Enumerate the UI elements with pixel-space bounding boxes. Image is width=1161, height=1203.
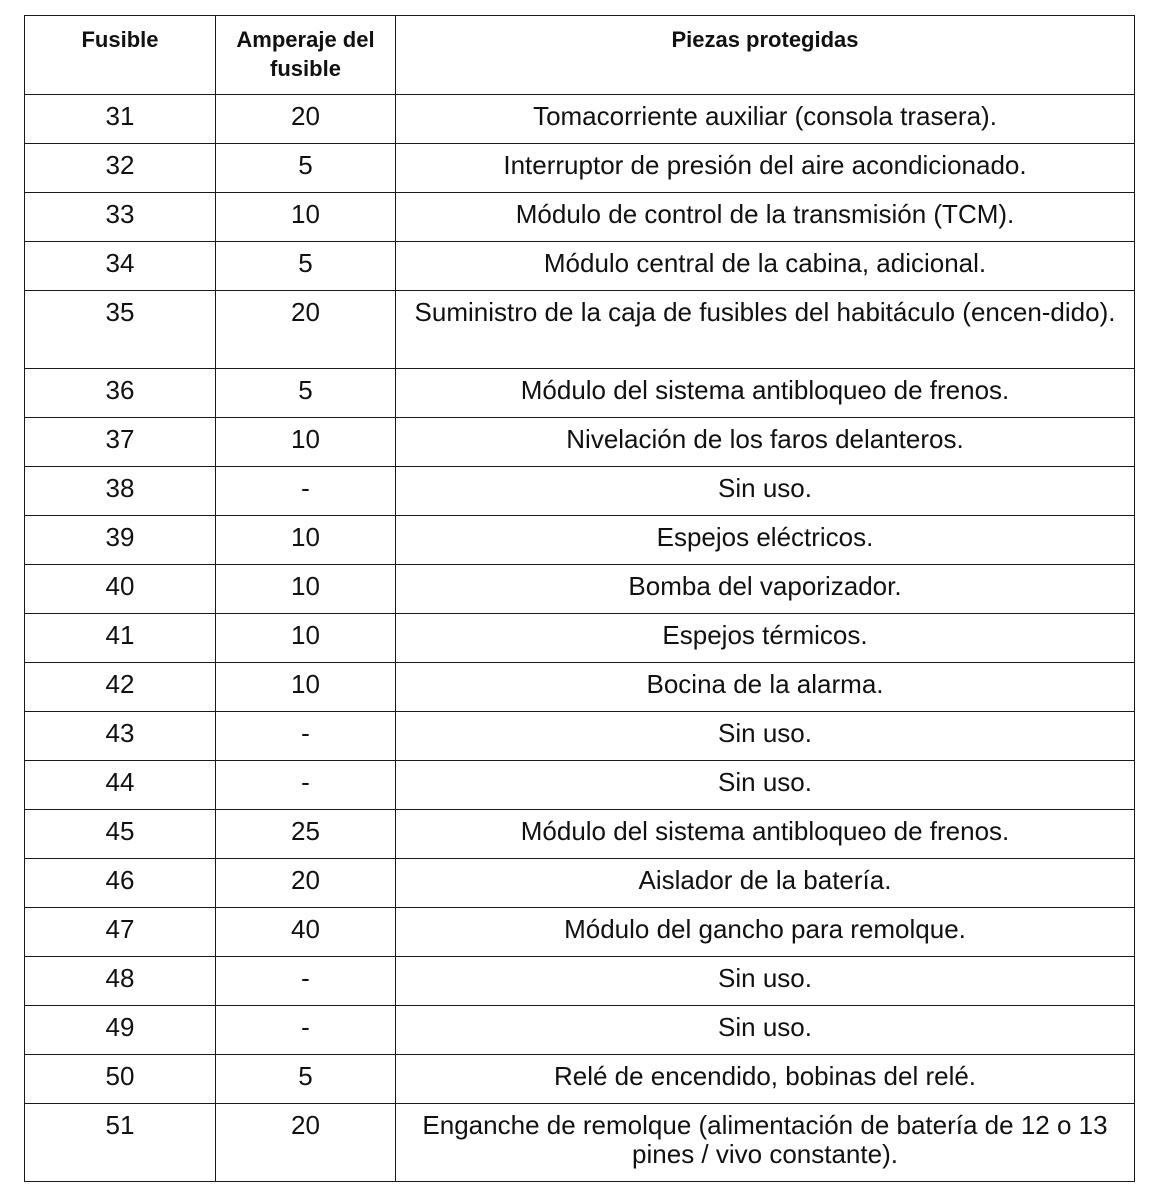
table-row xyxy=(25,193,1135,242)
protected-parts: Módulo del gancho para remolque. xyxy=(396,908,1135,957)
fuse-number: 50 xyxy=(25,1055,216,1104)
protected-parts: Relé de encendido, bobinas del relé. xyxy=(396,1055,1135,1104)
table-row xyxy=(25,516,1135,565)
protected-parts: Espejos térmicos. xyxy=(396,614,1135,663)
fuse-amperage: - xyxy=(216,761,396,810)
fuse-amperage: 10 xyxy=(216,663,396,712)
table-row xyxy=(25,242,1135,291)
header-fuse: Fusible xyxy=(25,16,216,95)
table-row xyxy=(25,810,1135,859)
protected-parts: Bomba del vaporizador. xyxy=(396,565,1135,614)
fuse-number: 34 xyxy=(25,242,216,291)
fuse-amperage: 5 xyxy=(216,369,396,418)
fuse-amperage: 20 xyxy=(216,95,396,144)
fuse-amperage: 10 xyxy=(216,418,396,467)
fuse-amperage: 25 xyxy=(216,810,396,859)
table-row xyxy=(25,565,1135,614)
fuse-number: 45 xyxy=(25,810,216,859)
protected-parts: Módulo del sistema antibloqueo de frenos. xyxy=(396,810,1135,859)
table-row xyxy=(25,1104,1135,1182)
table-row xyxy=(25,95,1135,144)
fuse-number: 43 xyxy=(25,712,216,761)
protected-parts: Sin uso. xyxy=(396,761,1135,810)
fuse-number: 39 xyxy=(25,516,216,565)
fuse-number: 31 xyxy=(25,95,216,144)
table-row xyxy=(25,369,1135,418)
protected-parts: Módulo de control de la transmisión (TCM). xyxy=(396,193,1135,242)
protected-parts: Enganche de remolque (alimentación de batería de 12 o 13 pines / vivo constante). xyxy=(396,1104,1135,1182)
protected-parts: Espejos eléctricos. xyxy=(396,516,1135,565)
protected-parts: Suministro de la caja de fusibles del habitáculo (encen-dido). xyxy=(396,291,1135,369)
fuse-amperage: - xyxy=(216,1006,396,1055)
protected-parts: Sin uso. xyxy=(396,1006,1135,1055)
protected-parts: Nivelación de los faros delanteros. xyxy=(396,418,1135,467)
fuse-amperage: 10 xyxy=(216,565,396,614)
table-row xyxy=(25,859,1135,908)
header-row xyxy=(25,16,1135,95)
protected-parts: Sin uso. xyxy=(396,712,1135,761)
fuse-number: 40 xyxy=(25,565,216,614)
table-row xyxy=(25,712,1135,761)
fuse-number: 41 xyxy=(25,614,216,663)
table-row xyxy=(25,1006,1135,1055)
table-row xyxy=(25,908,1135,957)
fuse-amperage: 10 xyxy=(216,193,396,242)
table-row xyxy=(25,614,1135,663)
fuse-amperage: 10 xyxy=(216,614,396,663)
table-row xyxy=(25,467,1135,516)
table-row xyxy=(25,957,1135,1006)
fuse-number: 44 xyxy=(25,761,216,810)
fuse-amperage: 20 xyxy=(216,291,396,369)
fuse-number: 46 xyxy=(25,859,216,908)
fuse-amperage: 20 xyxy=(216,1104,396,1182)
protected-parts: Tomacorriente auxiliar (consola trasera). xyxy=(396,95,1135,144)
fuse-amperage: 5 xyxy=(216,144,396,193)
fuse-number: 51 xyxy=(25,1104,216,1182)
fuse-number: 36 xyxy=(25,369,216,418)
fuse-number: 37 xyxy=(25,418,216,467)
table-row xyxy=(25,1055,1135,1104)
fuse-number: 48 xyxy=(25,957,216,1006)
fuse-amperage: 10 xyxy=(216,516,396,565)
fuse-amperage: - xyxy=(216,957,396,1006)
table-row xyxy=(25,291,1135,369)
fuse-amperage: - xyxy=(216,712,396,761)
table-row xyxy=(25,418,1135,467)
fuse-number: 33 xyxy=(25,193,216,242)
fuse-amperage: 40 xyxy=(216,908,396,957)
protected-parts: Módulo del sistema antibloqueo de frenos. xyxy=(396,369,1135,418)
protected-parts: Interruptor de presión del aire acondicionado. xyxy=(396,144,1135,193)
fuse-number: 38 xyxy=(25,467,216,516)
fuse-amperage: 5 xyxy=(216,1055,396,1104)
table-row xyxy=(25,761,1135,810)
fuse-number: 35 xyxy=(25,291,216,369)
fuse-number: 47 xyxy=(25,908,216,957)
fuse-amperage: 5 xyxy=(216,242,396,291)
fuse-amperage: - xyxy=(216,467,396,516)
protected-parts: Módulo central de la cabina, adicional. xyxy=(396,242,1135,291)
fuse-number: 32 xyxy=(25,144,216,193)
fuse-amperage: 20 xyxy=(216,859,396,908)
fuse-table xyxy=(24,15,1135,1182)
protected-parts: Aislador de la batería. xyxy=(396,859,1135,908)
table-row xyxy=(25,663,1135,712)
protected-parts: Bocina de la alarma. xyxy=(396,663,1135,712)
protected-parts: Sin uso. xyxy=(396,467,1135,516)
header-protected-parts: Piezas protegidas xyxy=(396,16,1135,95)
protected-parts: Sin uso. xyxy=(396,957,1135,1006)
table-row xyxy=(25,144,1135,193)
fuse-number: 42 xyxy=(25,663,216,712)
fuse-number: 49 xyxy=(25,1006,216,1055)
header-amperage: Amperaje del fusible xyxy=(216,16,396,95)
